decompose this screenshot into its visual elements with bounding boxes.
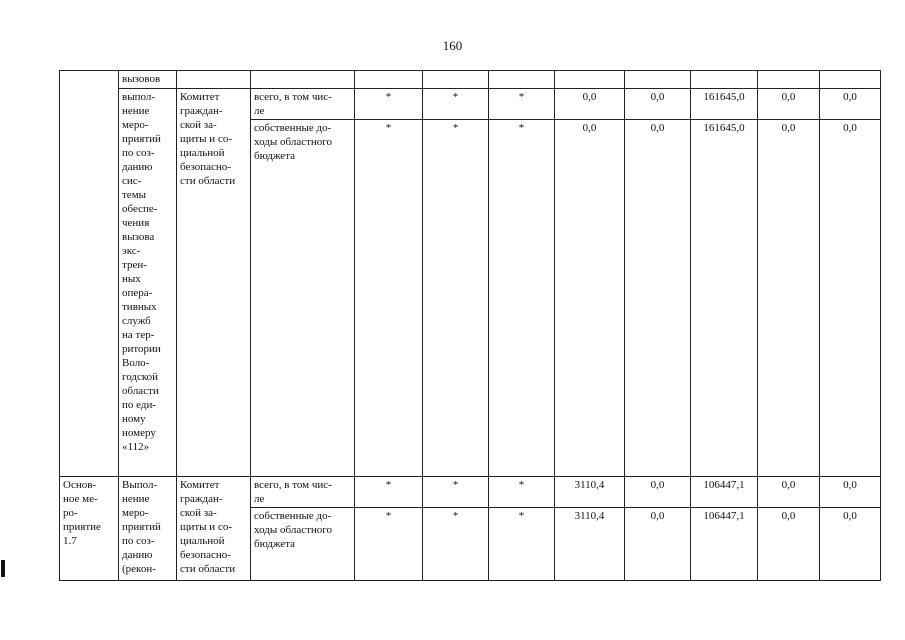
value-cell: 0,0 — [758, 89, 820, 120]
value-cell: 0,0 — [625, 477, 691, 508]
table-cell — [489, 71, 555, 89]
value-cell: 0,0 — [820, 120, 881, 477]
executor-cell: Комитет граждан- ской за- щиты и со- циальной безопасно- сти области — [177, 477, 251, 581]
value-cell: 0,0 — [555, 89, 625, 120]
executor-cell: Комитет граждан- ской за- щиты и со- циальной безопасно- сти области — [177, 89, 251, 477]
value-cell: 106447,1 — [691, 508, 758, 581]
value-cell: * — [355, 508, 423, 581]
value-cell: 0,0 — [555, 120, 625, 477]
value-cell: 161645,0 — [691, 89, 758, 120]
table-cell — [758, 71, 820, 89]
activity-fragment-cell: вызовов — [119, 71, 177, 89]
table-row — [60, 477, 881, 508]
value-cell: 3110,4 — [555, 477, 625, 508]
table-row — [60, 89, 881, 120]
value-cell: 0,0 — [820, 508, 881, 581]
value-cell: * — [355, 477, 423, 508]
page-number: 160 — [442, 38, 463, 53]
value-cell: 0,0 — [820, 89, 881, 120]
funding-source-cell: всего, в том чис- ле — [251, 477, 355, 508]
value-cell: * — [489, 120, 555, 477]
funding-source-cell: собственные до- ходы областного бюджета — [251, 120, 355, 477]
value-cell: * — [423, 120, 489, 477]
value-cell: * — [489, 508, 555, 581]
value-cell: 0,0 — [758, 508, 820, 581]
value-cell: * — [423, 89, 489, 120]
value-cell: 3110,4 — [555, 508, 625, 581]
value-cell: 0,0 — [820, 477, 881, 508]
funding-source-cell: всего, в том чис- ле — [251, 89, 355, 120]
activity-name-cell: выпол- нение меро- приятий по соз- данию сис- темы обеспе- чения вызова экс- трен- ных опера- тивных служб на тер- ритории Воло- годской области по еди- ному номеру «112» — [119, 89, 177, 477]
value-cell: 0,0 — [625, 89, 691, 120]
value-cell: 161645,0 — [691, 120, 758, 477]
value-cell: 0,0 — [625, 120, 691, 477]
value-cell: 0,0 — [625, 508, 691, 581]
funding-source-cell: собственные до- ходы областного бюджета — [251, 508, 355, 581]
value-cell: * — [355, 89, 423, 120]
table-cell — [355, 71, 423, 89]
value-cell: * — [423, 508, 489, 581]
value-cell: * — [355, 120, 423, 477]
table-cell — [625, 71, 691, 89]
value-cell: * — [423, 477, 489, 508]
table-cell — [251, 71, 355, 89]
value-cell: * — [489, 89, 555, 120]
table-cell — [820, 71, 881, 89]
activity-name-cell: Выпол- нение меро- приятий по соз- данию (рекон- — [119, 477, 177, 581]
scan-edge-mark — [1, 567, 5, 577]
main-activity-cell: Основ- ное ме- ро- приятие 1.7 — [60, 477, 119, 581]
value-cell: 0,0 — [758, 477, 820, 508]
table-cell — [555, 71, 625, 89]
table-row — [60, 71, 881, 89]
value-cell: * — [489, 477, 555, 508]
budget-table — [59, 70, 881, 581]
value-cell: 0,0 — [758, 120, 820, 477]
value-cell: 106447,1 — [691, 477, 758, 508]
table-cell — [691, 71, 758, 89]
table-cell — [177, 71, 251, 89]
main-activity-cell — [60, 71, 119, 477]
table-cell — [423, 71, 489, 89]
